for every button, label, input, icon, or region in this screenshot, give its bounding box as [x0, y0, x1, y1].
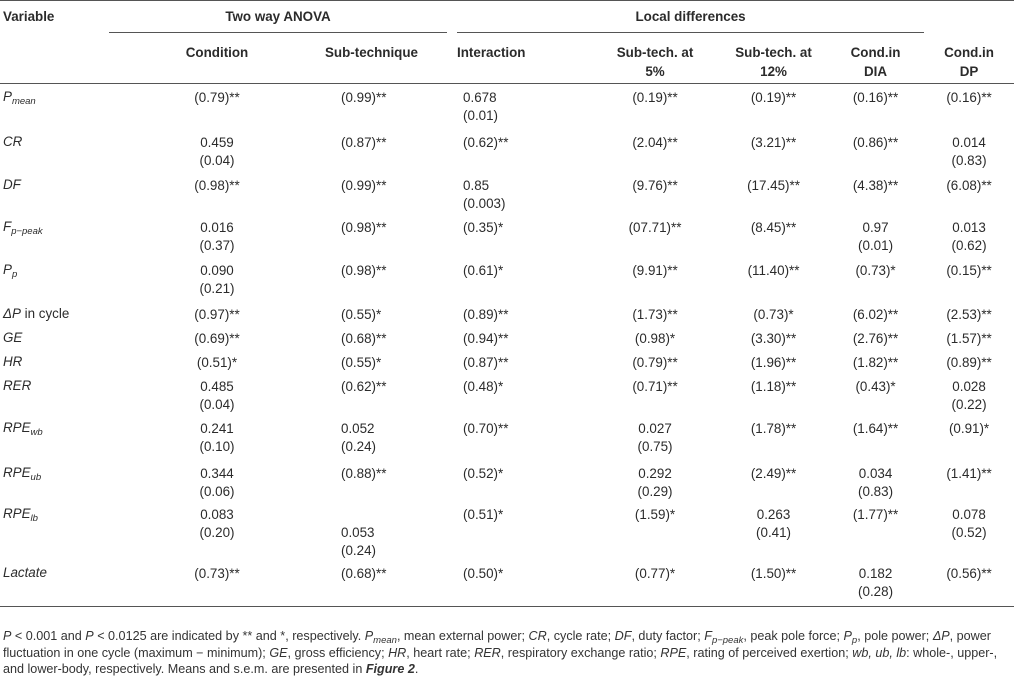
cell-value: (9.76)**: [632, 177, 678, 193]
cell-value: (0.73)*: [855, 262, 896, 278]
variable-name: F: [3, 218, 12, 234]
value-cell: [457, 172, 590, 214]
cell-value: (1.73)**: [632, 306, 678, 322]
value-cell: [457, 84, 590, 129]
variable-subscript: p: [11, 268, 18, 280]
col-header-sub-technique: Sub-technique: [325, 33, 447, 84]
variable-name: P: [3, 261, 12, 277]
value-cell: [590, 257, 720, 301]
variable-name: RPE: [3, 505, 31, 521]
value-cell: [827, 560, 924, 607]
value-cell: [827, 349, 924, 373]
gap-cell: [447, 214, 457, 257]
cell-value: (0.87)**: [463, 354, 509, 370]
cell-value: 0.344: [200, 465, 234, 481]
table-footnote: P < 0.001 and P < 0.0125 are indicated by ** and *, respectively. $P_{mean}$, mean external power; CR, cycle rate; DF, duty factor; $F_{p-peak}$, peak pole force; $P_p$, pole power; ΔP, power fluctuation in one cycle (maximum − minimum); GE, gross efficiency; HR, heart rate; RER, respiratory exchange ratio; RPE, rating of perceived exertion; wb, ub, lb: whole-, upper-, and lower-body, respectively. Means and s.e.m. are presented in Figure 2.: [3, 629, 998, 676]
cell-value: (4.38)**: [852, 177, 899, 193]
col-header-cond-dp: Cond.in DP: [924, 33, 1014, 84]
value-cell: [720, 415, 827, 460]
col-header-subtech-5: Sub-tech. at 5%: [590, 33, 720, 84]
variable-name: ΔP: [3, 305, 21, 321]
value-cell: [590, 460, 720, 501]
cell-value: (0.99)**: [341, 177, 387, 193]
variable-name: P: [3, 89, 12, 104]
value-cell: [325, 301, 447, 325]
value-cell: [924, 349, 1014, 373]
value-cell: [720, 325, 827, 349]
cell-value: 0.263: [756, 506, 791, 522]
cell-value: (0.91)*: [948, 420, 990, 436]
cell-value: 0.052: [341, 420, 375, 436]
cell-value: (1.96)**: [750, 354, 797, 370]
value-cell: [109, 415, 325, 460]
table-row: [0, 129, 1014, 172]
value-cell: [924, 129, 1014, 172]
cell-value: (0.79)**: [632, 354, 678, 370]
cell-value: (0.16)**: [946, 90, 992, 105]
variable-cell: [0, 501, 109, 560]
cell-value: (0.55)*: [341, 354, 382, 370]
value-cell: [457, 460, 590, 501]
value-cell: [457, 325, 590, 349]
cell-value: 0.292: [638, 465, 672, 481]
cell-effect: (0.62): [951, 237, 987, 253]
cell-effect: (0.20): [199, 524, 235, 540]
variable-suffix: in cycle: [20, 305, 70, 321]
header-row-groups: [0, 1, 1014, 33]
cell-value: 0.85: [463, 177, 490, 193]
cell-effect: (0.83): [951, 152, 987, 168]
value-cell: [109, 129, 325, 172]
value-cell: [325, 501, 447, 560]
value-cell: [457, 415, 590, 460]
cell-value: (0.69)**: [194, 330, 240, 346]
table-row: [0, 349, 1014, 373]
gap-cell: [447, 373, 457, 415]
value-cell: [924, 257, 1014, 301]
value-cell: [924, 84, 1014, 129]
table-row: [0, 415, 1014, 460]
cell-value: 0.678: [463, 90, 497, 105]
value-cell: [109, 501, 325, 560]
value-cell: [325, 415, 447, 460]
cell-value: (0.68)**: [341, 330, 387, 346]
cell-value: (0.98)*: [634, 330, 676, 346]
cell-value: (1.57)**: [946, 330, 992, 346]
cell-value: (1.18)**: [750, 378, 797, 394]
value-cell: [109, 373, 325, 415]
cell-value: (8.45)**: [750, 219, 797, 235]
cell-value: 0.034: [858, 465, 893, 481]
cell-effect: (0.52): [951, 524, 987, 540]
variable-subscript: p−peak: [11, 225, 43, 237]
table-row: [0, 214, 1014, 257]
value-cell: [109, 460, 325, 501]
value-cell: [720, 373, 827, 415]
cell-value: 0.182: [858, 565, 893, 581]
col-header-gap: [447, 33, 457, 84]
cell-effect: (0.21): [199, 280, 235, 296]
value-cell: [109, 172, 325, 214]
gap-cell: [447, 325, 457, 349]
variable-cell: [0, 301, 109, 325]
value-cell: [720, 84, 827, 129]
cell-value: (2.04)**: [632, 134, 678, 150]
cell-value: 0.016: [200, 219, 234, 235]
variable-cell: [0, 214, 109, 257]
variable-name: DF: [3, 176, 21, 192]
cell-value: (1.78)**: [750, 420, 797, 436]
cell-effect: (0.04): [199, 396, 235, 412]
value-cell: [590, 172, 720, 214]
value-cell: [720, 214, 827, 257]
cell-effect: (0.37): [199, 237, 235, 253]
cell-effect: (0.24): [341, 542, 376, 558]
value-cell: [325, 373, 447, 415]
cell-value: (0.97)**: [194, 306, 240, 322]
cell-effect: (0.22): [951, 396, 987, 412]
cell-value: (1.59)*: [634, 506, 676, 522]
cell-value: (0.16)**: [852, 90, 899, 105]
value-cell: [457, 560, 590, 607]
table-row: [0, 373, 1014, 415]
cell-value: (0.73)**: [194, 565, 240, 581]
variable-subscript: lb: [30, 512, 38, 524]
variable-subscript: ub: [30, 471, 42, 483]
variable-cell: [0, 460, 109, 501]
value-cell: [924, 172, 1014, 214]
cell-value: (0.62)**: [463, 134, 509, 150]
value-cell: [827, 129, 924, 172]
value-cell: [720, 301, 827, 325]
table-row: [0, 301, 1014, 325]
value-cell: [590, 560, 720, 607]
value-cell: [720, 349, 827, 373]
value-cell: [827, 257, 924, 301]
value-cell: [924, 214, 1014, 257]
cell-value: (0.79)**: [194, 90, 240, 105]
variable-name: RPE: [3, 419, 31, 435]
cell-value: (0.98)**: [341, 219, 387, 235]
gap-cell: [447, 301, 457, 325]
value-cell: [590, 373, 720, 415]
table-row: [0, 84, 1014, 129]
cell-value: (0.68)**: [341, 565, 387, 581]
variable-name: CR: [3, 133, 23, 149]
cell-value: 0.485: [200, 378, 234, 394]
cell-value: 0.078: [952, 506, 986, 522]
cell-value: (0.94)**: [463, 330, 509, 346]
value-cell: [827, 214, 924, 257]
gap-cell: [447, 84, 457, 129]
variable-cell: [0, 172, 109, 214]
table-row: [0, 172, 1014, 214]
cell-value: (0.62)**: [341, 378, 387, 394]
cell-value: (3.21)**: [750, 134, 797, 150]
two-way-anova-header: Two way ANOVA: [109, 1, 447, 33]
cell-value: 0.090: [200, 262, 234, 278]
cell-effect: (0.01): [463, 108, 499, 123]
cell-value: (1.82)**: [852, 354, 899, 370]
cell-value: (3.30)**: [750, 330, 797, 346]
value-cell: [457, 257, 590, 301]
cell-value: (0.98)**: [341, 262, 387, 278]
variable-cell: [0, 415, 109, 460]
cell-value: (2.53)**: [946, 306, 992, 322]
cell-value: (0.98)**: [194, 177, 240, 193]
variable-cell: [0, 129, 109, 172]
cell-value: (6.02)**: [852, 306, 899, 322]
header-row-columns: [0, 33, 1014, 84]
cell-value: (0.56)**: [946, 565, 992, 581]
cell-value: 0.014: [952, 134, 986, 150]
gap-cell: [447, 460, 457, 501]
cell-value: (0.19)**: [632, 90, 678, 105]
gap-cell: [447, 172, 457, 214]
value-cell: [924, 373, 1014, 415]
value-cell: [457, 501, 590, 560]
value-cell: [590, 301, 720, 325]
variable-name: Lactate: [3, 564, 47, 580]
value-cell: [325, 129, 447, 172]
gap-cell: [447, 560, 457, 607]
cell-value: (0.19)**: [750, 90, 797, 105]
cell-effect: (0.75): [637, 438, 673, 454]
cell-value: (0.71)**: [632, 378, 678, 394]
variable-subscript: wb: [30, 426, 43, 438]
table-body: [0, 84, 1014, 607]
cell-value: (0.50)*: [463, 565, 504, 581]
value-cell: [109, 325, 325, 349]
value-cell: [457, 214, 590, 257]
cell-value: (0.86)**: [852, 134, 899, 150]
value-cell: [720, 129, 827, 172]
figure-2-link[interactable]: Figure 2: [365, 662, 415, 676]
value-cell: [325, 257, 447, 301]
cell-value: 0.028: [952, 378, 986, 394]
value-cell: [590, 349, 720, 373]
table-row: [0, 257, 1014, 301]
value-cell: [325, 349, 447, 373]
variable-header: Variable: [0, 1, 109, 33]
value-cell: [924, 301, 1014, 325]
cell-value: (0.43)*: [855, 378, 896, 394]
table-row: [0, 460, 1014, 501]
value-cell: [720, 257, 827, 301]
value-cell: [109, 301, 325, 325]
header-pad: [924, 1, 1014, 33]
gap-cell: [447, 501, 457, 560]
cell-effect: (0.04): [199, 152, 235, 168]
col-header-interaction: Interaction: [457, 33, 590, 84]
cell-value: (0.88)**: [341, 465, 387, 481]
value-cell: [924, 501, 1014, 560]
value-cell: [457, 301, 590, 325]
cell-value: (1.77)**: [852, 506, 899, 522]
variable-name: RER: [3, 377, 32, 393]
cell-value: 0.053: [341, 524, 375, 540]
cell-value: (0.15)**: [946, 262, 992, 278]
cell-value: (0.61)*: [463, 262, 504, 278]
variable-cell: [0, 373, 109, 415]
gap-cell: [447, 415, 457, 460]
gap-cell: [447, 129, 457, 172]
gap-cell: [447, 349, 457, 373]
cell-value: (11.40)**: [747, 262, 800, 278]
value-cell: [109, 349, 325, 373]
cell-value: (1.64)**: [852, 420, 899, 436]
cell-value: 0.027: [638, 420, 672, 436]
value-cell: [325, 325, 447, 349]
cell-value: (6.08)**: [946, 177, 992, 193]
variable-name: HR: [3, 353, 23, 369]
cell-effect: (0.41): [756, 524, 792, 540]
cell-value: 0.97: [862, 219, 889, 235]
value-cell: [827, 172, 924, 214]
variable-header-blank: [0, 33, 109, 84]
cell-value: (9.91)**: [632, 262, 678, 278]
cell-value: (0.89)**: [946, 354, 992, 370]
local-differences-header: Local differences: [457, 1, 924, 33]
cell-effect: (0.003): [463, 195, 506, 211]
cell-effect: (0.29): [637, 483, 673, 499]
variable-cell: [0, 349, 109, 373]
value-cell: [720, 460, 827, 501]
variable-cell: [0, 325, 109, 349]
value-cell: [109, 560, 325, 607]
value-cell: [827, 460, 924, 501]
cell-value: (0.52)*: [463, 465, 504, 481]
value-cell: [827, 84, 924, 129]
cell-value: (0.89)**: [463, 306, 509, 322]
cell-value: (0.77)*: [634, 565, 676, 581]
table-row: [0, 501, 1014, 560]
value-cell: [924, 415, 1014, 460]
value-cell: [924, 460, 1014, 501]
cell-value: (17.45)**: [747, 177, 800, 193]
value-cell: [590, 501, 720, 560]
cell-value: (0.87)**: [341, 134, 387, 150]
cell-effect: (0.28): [858, 583, 894, 599]
value-cell: [924, 325, 1014, 349]
value-cell: [325, 460, 447, 501]
cell-value: (1.50)**: [750, 565, 797, 581]
cell-effect: (0.10): [199, 438, 235, 454]
cell-effect: (0.01): [858, 237, 894, 253]
variable-subscript: mean: [11, 96, 36, 107]
value-cell: [827, 501, 924, 560]
variable-cell: [0, 84, 109, 129]
cell-value: (0.48)*: [463, 378, 504, 394]
value-cell: [325, 560, 447, 607]
value-cell: [109, 84, 325, 129]
cell-value: 0.459: [200, 134, 234, 150]
value-cell: [457, 349, 590, 373]
header-gap: [447, 1, 457, 33]
cell-effect: (0.24): [341, 438, 376, 454]
table-row: [0, 560, 1014, 607]
table-row: [0, 325, 1014, 349]
cell-value: 0.241: [200, 420, 234, 436]
cell-effect: (0.06): [199, 483, 235, 499]
col-header-subtech-12: Sub-tech. at 12%: [720, 33, 827, 84]
cell-effect: (0.83): [858, 483, 894, 499]
value-cell: [325, 214, 447, 257]
cell-value: (0.51)*: [196, 354, 238, 370]
variable-cell: [0, 560, 109, 607]
cell-value: (0.51)*: [463, 506, 504, 522]
cell-value: (0.55)*: [341, 306, 382, 322]
cell-value: 0.013: [952, 219, 986, 235]
value-cell: [325, 172, 447, 214]
value-cell: [827, 373, 924, 415]
value-cell: [720, 560, 827, 607]
value-cell: [109, 214, 325, 257]
gap-cell: [447, 257, 457, 301]
cell-value: (07.71)**: [628, 219, 682, 235]
value-cell: [924, 560, 1014, 607]
value-cell: [590, 214, 720, 257]
cell-value: (2.76)**: [852, 330, 899, 346]
value-cell: [590, 84, 720, 129]
value-cell: [325, 84, 447, 129]
col-header-cond-dia: Cond.in DIA: [827, 33, 924, 84]
value-cell: [827, 415, 924, 460]
variable-name: RPE: [3, 464, 31, 480]
cell-value: (0.35)*: [463, 219, 504, 235]
cell-value: (0.70)**: [463, 420, 509, 436]
value-cell: [590, 325, 720, 349]
variable-cell: [0, 257, 109, 301]
cell-value: (1.41)**: [946, 465, 992, 481]
value-cell: [457, 129, 590, 172]
cell-value: (0.99)**: [341, 90, 387, 105]
value-cell: [457, 373, 590, 415]
variable-name: GE: [3, 329, 23, 345]
cell-value: (2.49)**: [750, 465, 797, 481]
value-cell: [590, 415, 720, 460]
value-cell: [109, 257, 325, 301]
value-cell: [720, 501, 827, 560]
value-cell: [720, 172, 827, 214]
col-header-condition: Condition: [109, 33, 325, 84]
value-cell: [827, 301, 924, 325]
value-cell: [827, 325, 924, 349]
value-cell: [590, 129, 720, 172]
cell-value: (0.73)*: [753, 306, 794, 322]
cell-value: 0.083: [200, 506, 234, 522]
